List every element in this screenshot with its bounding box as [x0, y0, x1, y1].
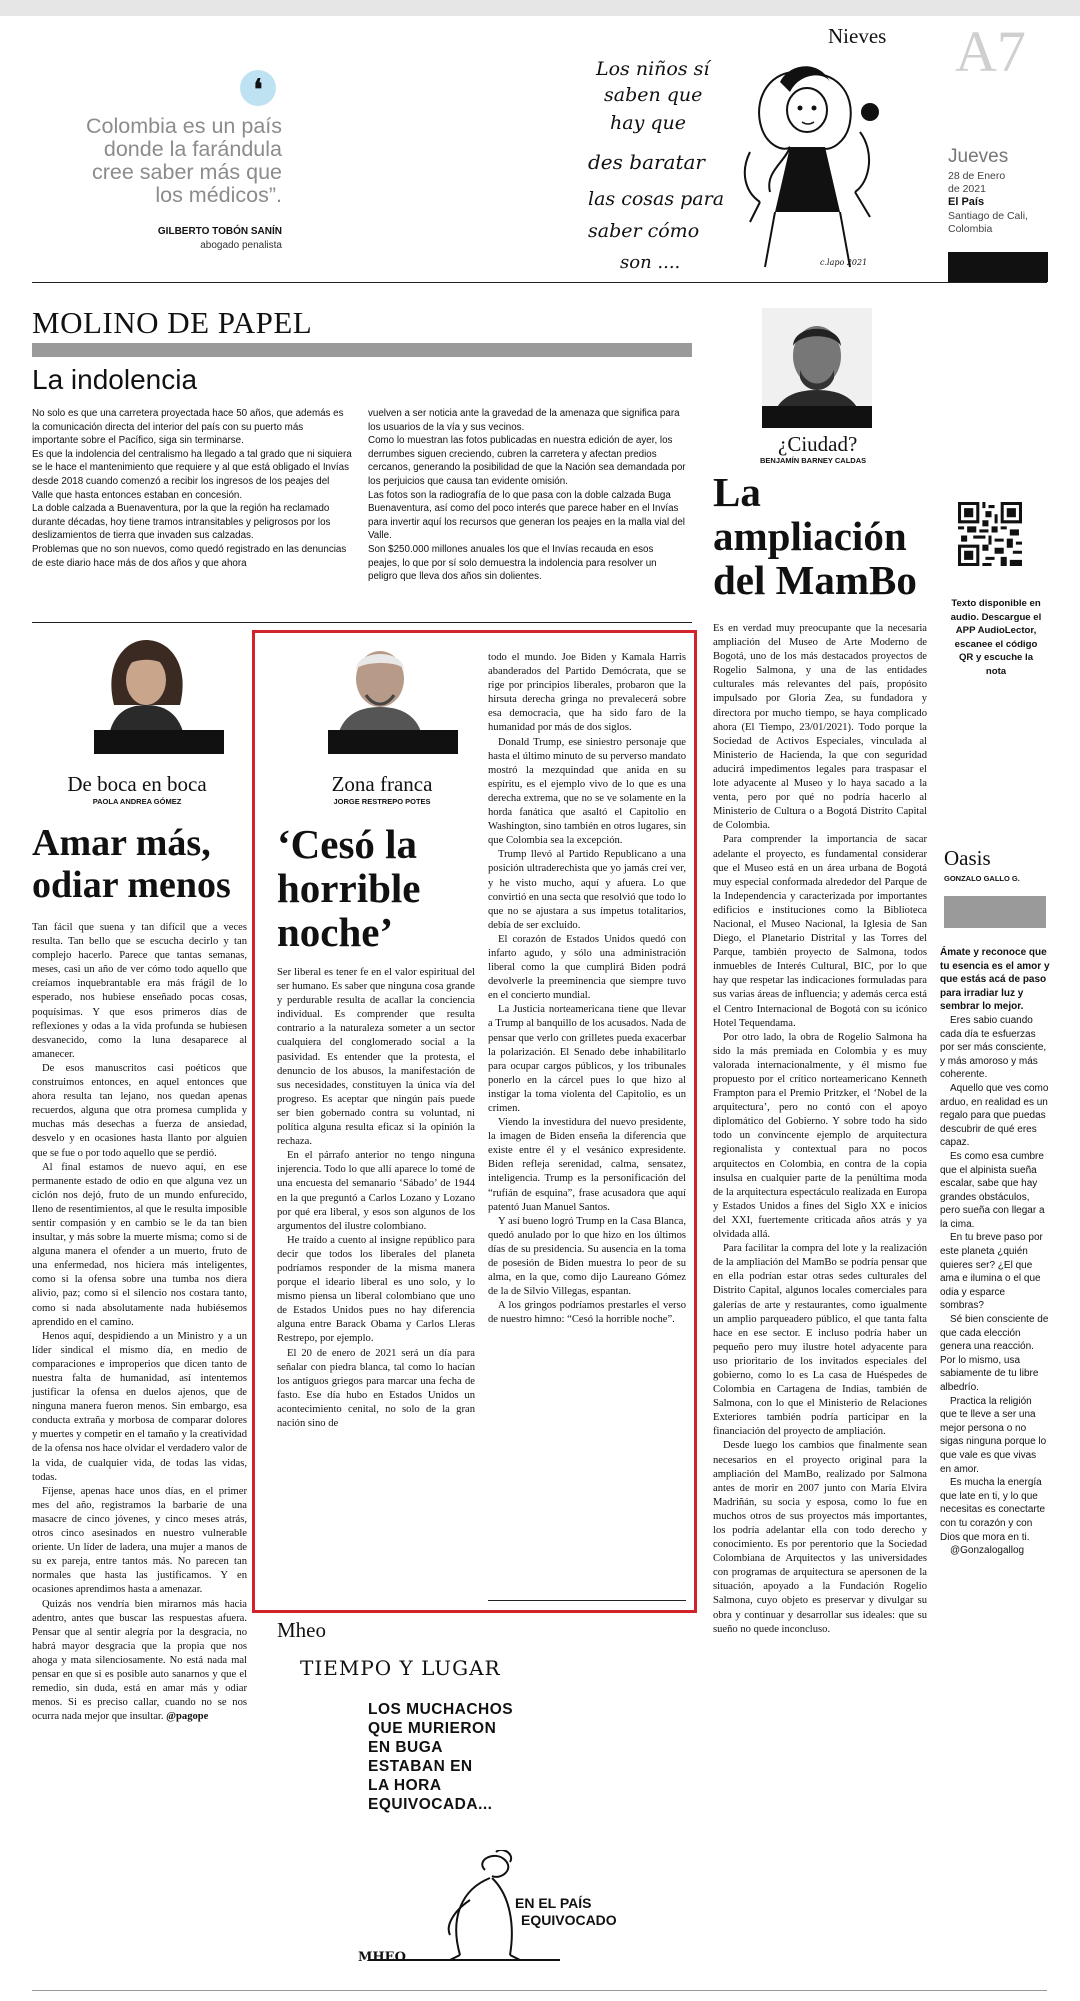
issue-day: Jueves [948, 146, 1009, 167]
ciudad-p3: Por otro lado, la obra de Rogelio Salmona ha sido la más premiada en Colombia y es muy valorada internacionalmente, y él mismo fue propuesto por el crítico norteamericano Kenneth Frampton para el Premio Pritzker, el ‘Nobel de la arquitectura’, pero no contó con el apoyo diplomático del Gobierno. Y sobre todo ha sido todo un convincente ejemplo de arquitectura regionalista y contextual para no pocos arquitectos en Colombia, en contra de la copia insulsa en cualquier parte de la penúltima moda de la arquitectura espectáculo realizada en Europa y Estados Unidos a fines del Siglo XX e inicios del XXI, fuertemente criticada años atrás y ya olvidada allá. [713, 1031, 927, 1241]
boca-column-name: De boca en boca [67, 772, 207, 796]
quote-author-role: abogado penalista [200, 240, 282, 251]
paper-name: El País [948, 196, 985, 208]
qr-code-icon[interactable] [958, 502, 1022, 566]
oasis-p2: Aquello que ves como arduo, en realidad es un regalo para que puedas descubrir de qué eres capaz. [940, 1082, 1049, 1149]
zona-column-name: Zona franca [331, 772, 433, 796]
top-band [0, 0, 1080, 16]
zona-photo [328, 635, 432, 735]
boca-p1: Tan fácil que suena y tan difícil que a veces resulta. Tan bello que se escucha decirlo y tan complejo hacerlo. Parece que tantas semanas, meses, casi un año de ver cómo todo aquello que creíamos inquebrantable era más frágil de lo esperado, nos hubiese enseñado pocas cosas, poquísimas. Y que esos primeros días de reflexiones y odas a la vida profunda se hubiesen desvanecido, como la luna desaparece al amanecer. [32, 922, 247, 1060]
zona-author-portrait [328, 635, 432, 735]
ciudad-photo-bar [762, 406, 872, 428]
molino-section-title: MOLINO DE PAPEL [32, 305, 313, 340]
oasis-p5: Sé bien consciente de que cada elección genera una reacción. Por lo mismo, usa sabiamente de tu libre albedrío. [940, 1314, 1049, 1393]
boca-photo-bar [94, 730, 224, 754]
nieves-girl-drawing [730, 52, 890, 277]
qr-caption [940, 597, 1052, 678]
zona-p12: A los gringos podríamos prestarles el verso de nuestro himno: “Cesó la horrible noche”. [488, 1300, 686, 1326]
molino-p7: Las fotos son la radiografía de lo que pasa con la doble calzada Buga Buenaventura, así como del poco interés que parece haber en el Invías para invertir aquí los recursos que generan los peajes en la malla vial del Valle. [368, 489, 685, 542]
nieves-text-4: des baratar [588, 150, 705, 174]
nieves-text-7: son .... [620, 252, 681, 273]
mheo-bubble [515, 1895, 617, 1929]
zona-photo-bar [328, 730, 458, 754]
zona-p6: Donald Trump, ese siniestro personaje que hasta el último minuto de su perverso mandato mostró la mezquindad que anida en su espíritu, es el ejemplo vivo de lo que es una derecha extrema, que no se ve solamente en la horda fanática que asaltó el Capitolio en Washington, sino también en otros lugares, sin que Colombia sea la excepción. [488, 736, 687, 847]
zona-end-rule [488, 1600, 686, 1601]
oasis-p3: Es como esa cumbre que el alpinista sueña escalar, sabe que hay grandes obstáculos, pero sueña con llegar a la cima. [940, 1150, 1045, 1230]
boca-photo [94, 635, 198, 735]
qr-caption-line-3: escanee el código [954, 638, 1038, 650]
mheo-bubble-line-1: EN EL PAÍS [515, 1895, 592, 1911]
zona-p2: En el párrafo anterior no tengo ninguna injerencia. Todo lo que allí aparece lo tomé de una encuesta del semanario ‘Sábado’ de 1944 en la que preguntó a Carlos Lozano y Lozano por qué era liberal, y esos son algunos de los argumentos del ilustre colombiano. [277, 1150, 475, 1232]
top-rule [32, 282, 1047, 283]
molino-p6: Como lo muestran las fotos publicadas en nuestra edición de ayer, los derrumbes siguen creciendo, cubren la carretera y afectan predios cercanos, generando la posibilidad de que la Nación sea demandada por los perjuicios que causa tan evidente omisión. [368, 435, 686, 487]
quote-text: Colombia es un país donde la farándula cree saber más que los médicos”. [86, 114, 282, 207]
zona-col-1 [277, 966, 475, 1431]
mheo-caption-line-4: ESTABAN EN [368, 1758, 473, 1775]
ciudad-p1: Es en verdad muy preocupante que la necesaria ampliación del Museo de Arte Moderno de Bogotá, uno de los más destacados proyectos de Rogelio Salmona, y una de las entidades culturales más relevantes del país, propósito impulsado por Gloria Zea, su fundadora y directora por mucho tiempo, se haya complicado ahora (El Tiempo, 23/01/2021). Todo porque la Sociedad de Activos Especiales, vinculada al Ministerio de Hacienda, la que con seguridad aducirá impedimentos legales para traspasar el lote adyacente al Museo y lo haya sacado a la venta, pero por qué no podría hacerlo al Ministerio de Cultura o a Bogotá Distrito Capital de Colombia. [713, 623, 927, 832]
mheo-cartoon [290, 1650, 690, 1990]
boca-handle: @pagope [166, 1711, 209, 1723]
molino-p4: Problemas que no son nuevos, como quedó registrado en las denuncias de este diario hace más de dos años y que ahora [32, 543, 347, 569]
ciudad-body [713, 622, 927, 1637]
oasis-handle: @Gonzalogallog [950, 1545, 1025, 1557]
header-black-bar [948, 252, 1048, 282]
nieves-text-6: saber cómo [588, 220, 700, 242]
mheo-caption-line-6: EQUIVOCADA... [368, 1796, 493, 1813]
zona-col-2 [488, 651, 686, 1328]
ciudad-headline: La ampliación del MamBo [713, 469, 917, 603]
molino-p8: Son $250.000 millones anuales los que el Invías recauda en esos peajes, lo que por sí solo demuestra la indolencia para resolver un peligro que lleva dos años sin dolientes. [368, 543, 657, 583]
zona-p7: Trump llevó al Partido Republicano a una posición ultraderechista que yo jamás creí ver, y he visto mucho, aquí y afuera. Lo que convirtió en una secta que resolvió que todo lo que no se ajustara a sus ímpetus totalitarios, debía de ser excluido. [488, 849, 686, 931]
oasis-p1: Eres sabio cuando cada día te esfuerzas por ser más consciente, y más amoroso y más coherente. [940, 1014, 1047, 1081]
mheo-caption-line-1: LOS MUCHACHOS [368, 1701, 514, 1718]
nieves-text-1: Los niños sí [596, 58, 710, 80]
zona-p5: todo el mundo. Joe Biden y Kamala Harris abanderados del Partido Demócrata, que se rige por principios liberales, probaron que la hirsuta derecha gringa no prevalecerá sobre esa democracia, que ha sido faro de la humanidad por más de dos siglos. [488, 652, 686, 734]
mheo-title: TIEMPO Y LUGAR [300, 1656, 501, 1680]
boca-p6 [32, 1598, 247, 1725]
oasis-p4: En tu breve paso por este planeta ¿quién quieres ser? ¿El que ama e ilumina o el que odia y esparce sombras? [940, 1232, 1043, 1312]
qr-caption-line-2: APP AudioLector, [955, 625, 1037, 636]
oasis-column-name: Oasis [944, 846, 991, 870]
boca-p4: Henos aquí, despidiendo a un Ministro y a un líder sindical el mismo día, en medio de comparaciones e improperios que dicen tanto de nuestra falta de humanidad, así intentemos justificar la ofensa en duelos ajenos, que de ninguna manera fueron menos. Sin embargo, esa conducta extraña y morbosa de comparar dolores y muertes y competir en el tamaño y la creatividad de la ofensa nos hace olvidar el verdadero valor de la vida, de cualquier vida, de todas las vidas, todas. [32, 1330, 248, 1483]
zona-p10: Viendo la investidura del nuevo presidente, la imagen de Biden enseña la diferencia que existe entre él y el vesánico expresidente. Biden refleja serenidad, calma, sensatez, inteligencia. Trump es la personificación del “rufián de esquina”, frase acusadora que aquí patentó Juan Manuel Santos. [488, 1117, 686, 1213]
zona-p3: He traído a cuento al insigne repúblico para decir que todos los liberales del planeta podríamos responder de la misma manera porque el ideario liberal es uno solo, y lo mismo piensa un liberal colombiano que uno de Estados Unidos pues no hay diferencia alguna entre Barack Obama y Carlos Lleras Restrepo, por ejemplo. [277, 1234, 475, 1345]
zona-p4: El 20 de enero de 2021 será un día para señalar con piedra blanca, tal como lo hacían los antiguos griegos para marcar una fecha de fasto. Ese día hubo en Estados Unidos un acontecimiento cenital, no solo de la gran nación sino de [277, 1347, 475, 1429]
bottom-rule [32, 1990, 1047, 1991]
oasis-p7: Es mucha la energía que late en ti, y lo que necesitas es conectarte con tu corazón y con Dios que mora en ti. [940, 1477, 1046, 1543]
molino-bottom-rule [32, 622, 692, 623]
ciudad-p4: Para facilitar la compra del lote y la realización de la ampliación del MamBo se podría pensar que en ella podrían estar otras sedes culturales del Distrito Capital, algunos locales comerciales para galerías de arte y restaurantes, como igualmente un amplio parqueadero público, el que tanta falta hace en ese sector. E incluso podría haber un pequeño pero muy ilustre hotel adyacente para uso prioritario de los invitados especiales del gobierno, como lo es La casa de Huéspedes de Colombia en Cartagena de Indias, también de Salmona, con lo que el Ministerio de Relaciones Exteriores también podría participar en la financiación del proyecto de ampliación. [713, 1243, 927, 1438]
zona-author: JORGE RESTREPO POTES [333, 797, 431, 806]
molino-p2: Es que la indolencia del centralismo ha llegado a tal grado que ni siquiera se le hace el mantenimiento que requiere y al que está obligado el Invías desde 2018 cuando comenzó a recibir los ingresos de los peajes del Valle que hasta entonces estaban en concesión. [32, 448, 352, 501]
paper-country: Colombia [948, 223, 993, 235]
nieves-cartoon [580, 30, 890, 285]
mheo-bubble-line-2: EQUIVOCADO [521, 1912, 617, 1928]
section-label: Nieves [828, 24, 887, 48]
ciudad-column-name: ¿Ciudad? [778, 432, 858, 456]
boca-p6-text: Quizás nos vendría bien mirarnos más hacia adentro, antes que buscar las respuestas afuera. Pensar que al sentir alegría por la desgracia, no habrá mayor desgracia que la propia que nos ahoga y mata silenciosamente. No está nada mal pensar en que si es posible auto sanarnos y que el remedio, sin duda, está en amar más y odiar menos. Si es preciso callar, cuando no se nos ocurra nada mejor que insultar. [32, 1598, 247, 1723]
zona-p8: El corazón de Estados Unidos quedó con infarto agudo, y sólo una administración liberal como la que cumplirá Biden podrá devolverle la preeminencia que siempre tuvo en el concierto mundial. [488, 933, 686, 1002]
mheo-caption [368, 1700, 513, 1814]
zona-p9: La Justicia norteamericana tiene que llevar a Trump al banquillo de los acusados. Nada de pensar que verlo con grilletes pueda exacerbar la polarización. El Senado debe inhabilitarlo para ocupar cargos públicos, y los tribunales ponerlo en la cárcel pues lo que hizo al instigar la toma violenta del Capitolio, es un crimen. [488, 1004, 686, 1114]
oasis-grey-bar [944, 896, 1046, 928]
mheo-caption-line-5: LA HORA [368, 1777, 442, 1794]
ciudad-p2: Para comprender la importancia de sacar adelante el proyecto, es fundamental considerar que el Museo está en un área urbana de Bogotá muy especial conformada alrededor del Parque de la Independencia y caracterizada por importantes edificios e instituciones como la Biblioteca Nacional, el Museo Nacional, la Iglesia de San Diego, el Planetario Distrital y las Torres del Parque, también proyecto de Salmona, todos inmuebles de Interés Cultural, BIC, por lo que hay que respetar las indicaciones formuladas para sus varias áreas de influencia; y además cerca está el Centro Internacional de Bogotá con su icónico Hotel Tequendama. [713, 834, 927, 1029]
ciudad-author-portrait [762, 308, 872, 420]
page-number: A7 [955, 19, 1026, 84]
molino-p1: No solo es que una carretera proyectada hace 50 años, que además es la comunicación directa del interior del país con su puerto más importante sobre el Pacífico, siga sin terminarse. [32, 408, 344, 447]
qr-caption-line-4: QR y escuche la [958, 652, 1034, 663]
mheo-label: Mheo [277, 1618, 326, 1642]
molino-grey-bar [32, 343, 692, 357]
quote-icon-circle [240, 70, 276, 106]
boca-author-portrait [94, 635, 198, 735]
molino-p3: La doble calzada a Buenaventura, por la que la región ha reclamado durante décadas, hoy tiene tramos intransitables y peligrosos por los deslizamientos de tierra que invaden sus calzadas. [32, 503, 331, 542]
nieves-text-3: hay que [610, 112, 686, 134]
qr-caption-line-1: Texto disponible en audio. Descargue el [950, 598, 1042, 623]
ciudad-author: BENJAMÍN BARNEY CALDAS [760, 456, 867, 465]
mheo-caption-line-3: EN BUGA [368, 1739, 443, 1756]
paper-city: Santiago de Cali, [948, 210, 1028, 222]
boca-author: PAOLA ANDREA GÓMEZ [92, 797, 182, 806]
boca-p3: Al final estamos de nuevo aquí, en ese permanente estado de odio en que alguna vez un ciclón nos dejó, fruto de un mundo enfurecido, lleno de resentimientos, al que le resulta imposible sentir compasión y en cambio se le da tan bien insultar, y más sobre la muerte misma; como si de alguna manera el ofender a un muerto, fruto de una enfermedad, nos hiciera más inteligentes, como si la ofensa sobre una tumba nos diera alivio, paz; como si el silencio nos costara tanto, como si nada absolutamente nada hubiésemos aprendido en el camino. [32, 1161, 247, 1328]
boca-p5: Fíjense, apenas hace unos días, en el primer mes del año, registramos la barbarie de una masacre de cinco jóvenes, y cinco meses atrás, otros cinco asesinados en nuestro vulnerable oriente. Un líder de ladera, una mujer a manos de su ex pareja, entre tantos más. No parecen tan normales que hasta las justificamos. Y en ocasiones aprendimos hasta a amenazar. [32, 1485, 247, 1596]
oasis-author: GONZALO GALLO G. [944, 874, 1020, 883]
boca-body [32, 921, 247, 1724]
boca-headline: Amar más, odiar menos [32, 822, 231, 906]
ciudad-photo [762, 308, 872, 420]
molino-p5: vuelven a ser noticia ante la gravedad de la amenaza que significa para los usuarios de la vía y sus vecinos. [368, 408, 680, 433]
nieves-text-2: saben que [604, 84, 703, 106]
ciudad-p5: Desde luego los cambios que finalmente sean necesarios en el proyecto original para la ampliación del MamBo, realizado por Salmona antes de morir en 2007 junto con María Elvira Madriñán, su socia y esposa, como lo fue en muchos otros de sus proyectos más importantes, los podría adelantar ella con todo derecho y conocimiento. Es por perentorio que la Sociedad Colombiana de Arquitectos y las universidades con programas de arquitectura se apersonen de la situación, apoyado a la Fundación Rogelio Salmona, cuyo objeto es preservar y divulgar su obra y continuar y desarrollar sus ideales: que su sueño no quede inconcluso. [713, 1440, 927, 1635]
issue-year: de 2021 [948, 183, 986, 195]
oasis-lead: Ámate y reconoce que tu esencia es el amor y que estás acá de paso para irradiar luz y sembrar lo mejor. [940, 947, 1050, 1013]
zona-headline: ‘Cesó la horrible noche’ [277, 821, 421, 955]
boca-p2: De esos manuscritos casi poéticos que construimos entonces, en aquel entonces que ahora resulta tan lejano, nos quedan apenas recuerdos, alguna que otra promesa cumplida y muchas más desechas a fuerza de ansiedad, desvelo y en ocasiones hasta llanto por alguien que se fue o por todo aquello que se perdió. [32, 1062, 247, 1159]
nieves-text-5: las cosas para [588, 188, 725, 210]
zona-p1: Ser liberal es tener fe en el valor espiritual del ser humano. Es saber que ninguna cosa grande y perdurable resulta de acallar la conciencia individual. Es comprender que resulta contrario a la naturaleza someter a un sector cualquiera del conglomerado social a la pasividad. Es entender que la protesta, el denuncio de los abusos, la manifestación de sus necesidades, constituyen la única vía del progreso. Es aceptar que ningún país puede ser bien gobernado contra su voluntad, ni política alguna resulta eficaz si la opinión la rechaza. [277, 967, 475, 1148]
mheo-signature: MHEO [358, 1950, 406, 1965]
nieves-signature: c.lapo 2021 [820, 258, 868, 267]
mheo-caption-line-2: QUE MURIERON [368, 1720, 497, 1737]
molino-col-1 [32, 407, 352, 570]
oasis-p6: Practica la religión que te lleve a ser una mejor persona o no sigas ninguna porque lo que vale es que vivas en amor. [940, 1395, 1047, 1475]
molino-title: La indolencia [32, 364, 198, 395]
qr-caption-line-5: nota [985, 665, 1007, 677]
quote-author: GILBERTO TOBÓN SANÍN [157, 226, 282, 237]
quote-mark-icon: ❛ [253, 73, 263, 106]
issue-date: 28 de Enero [948, 170, 1006, 182]
oasis-body [940, 946, 1050, 1558]
molino-col-2 [368, 407, 686, 584]
zona-p11: Y así bueno logró Trump en la Casa Blanca, quedó anulado por lo que hizo en los últimos días de su presidencia. Su ausencia en la toma de posesión de Biden muestra lo peor de su alma, en la que, como dijo Laureano Gómez de la de Silvio Villegas, espantan. [488, 1215, 686, 1298]
